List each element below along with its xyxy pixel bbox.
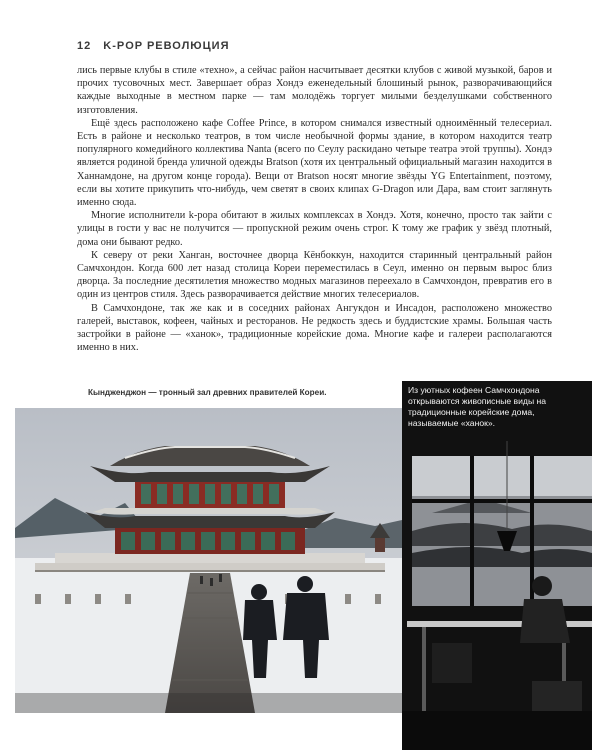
cafe-caption: Из уютных кофеен Самчхондона открываются живописные виды на традиционные корейские дома, называемые «ханок». bbox=[408, 385, 547, 428]
paragraph: Многие исполнители k-popa обитают в жилых комплексах в Хондэ. Хотя, конечно, просто так зайти с улицы в гости у вас не получится — пропускной режим очень строг. К тому же график у звёзд плотный, дома они бывают редко. bbox=[77, 210, 552, 248]
palace-photo bbox=[15, 408, 402, 713]
paragraph: Ещё здесь расположено кафе Coffee Prince, в котором снимался известный одноимённый телесериал. Есть в районе и несколько театров, в том числе необычной формы здание, в котором находится театр популярного комедийного коллектива Nanta (всего по Сеулу раскидано четыре театра этой труппы). Хондэ является родиной бренда уличной одежды Bratson (хотя их центральный официальный магазин находится в Ханнамдоне, на другом конце города). Вещи от Bratson носят многие звёзды YG Entertainment, поэтому, если вы хотите прикупить что-нибудь, чем светят в своих клипах G-Dragon или Дара, вам стоит заглянуть именно сюда. bbox=[77, 117, 552, 209]
paragraph: В Самчхондоне, так же как и в соседних районах Ангукдон и Инсадон, расположено множество галерей, выставок, кофеен, чайных и ресторанов. Не редкость здесь и буддистские храмы. Большая часть застройки в районе — «ханок», традиционные корейские дома. Многие кафе и галереи располагаются именно в них. bbox=[77, 302, 552, 354]
cafe-photo bbox=[402, 381, 592, 750]
body-text bbox=[77, 64, 552, 354]
running-title: K-POP РЕВОЛЮЦИЯ bbox=[103, 40, 230, 52]
paragraph: К северу от реки Ханган, восточнее дворца Кёнбоккун, находится старинный центральный район Самчхондон. Когда 600 лет назад столица Кореи переместилась в Сеул, именно он первым вырос близ дворца. За последние десятилетия множество модных магазинов переехало в Самчхондон, превратив его в один из центров стиля. Здесь разворачивается действие многих телесериалов. bbox=[77, 249, 552, 301]
palace-caption: Кындженджон — тронный зал древних правителей Кореи. bbox=[88, 388, 327, 397]
page-number: 12 bbox=[77, 40, 92, 52]
paragraph: лись первые клубы в стиле «техно», а сейчас район насчитывает десятки клубов с живой музыкой, баров и прочих тусовочных мест. Завершает образ Хондэ еженедельный блошиный рынок, разворачивающийся каждые выходные в местном парке — там молодёжь торгует милыми безделушками собственного изготовления. bbox=[77, 65, 552, 116]
palace-illustration bbox=[15, 408, 402, 713]
page-header bbox=[77, 40, 229, 52]
cafe-illustration bbox=[402, 381, 592, 750]
